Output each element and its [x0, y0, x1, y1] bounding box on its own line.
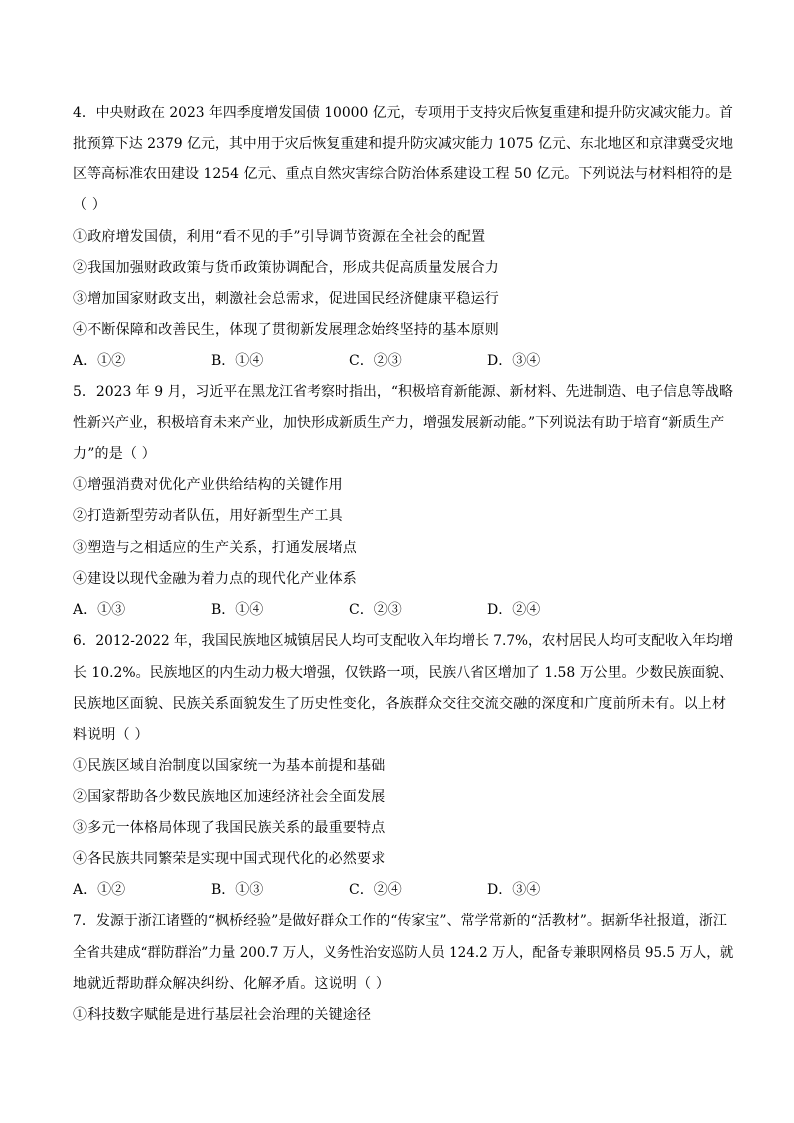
- question-4-stem-line-3: 区等高标准农田建设 1254 亿元、重点自然灾害综合防治体系建设工程 50 亿元。下列说法与材料相符的是: [73, 166, 733, 182]
- question-4-choice-d[interactable]: D．③④: [487, 353, 541, 369]
- question-4-stem-line-4: （ ）: [73, 197, 107, 213]
- question-6-stem-line-2: 长 10.2%。民族地区的内生动力极大增强，仅铁路一项，民族八省区增加了 1.58 万公里。少数民族面貌、: [73, 665, 734, 681]
- question-5-choice-d[interactable]: D．②④: [487, 602, 541, 618]
- question-5-stem-line-1: 5．2023 年 9 月，习近平在黑龙江省考察时指出，“积极培育新能源、新材料、先进制造、电子信息等战略: [73, 384, 733, 400]
- question-5-choice-c[interactable]: C．②③: [349, 602, 402, 618]
- question-5-item-1: ①增强消费对优化产业供给结构的关键作用: [73, 477, 343, 493]
- question-7-stem-line-3: 地就近帮助群众解决纠纷、化解矛盾。这说明（ ）: [73, 976, 391, 992]
- question-7-stem-line-2: 全省共建成“群防群治”力量 200.7 万人，义务性治安巡防人员 124.2 万人，配备专兼职网格员 95.5 万人，就: [73, 945, 734, 961]
- question-6-item-4: ④各民族共同繁荣是实现中国式现代化的必然要求: [73, 851, 386, 867]
- question-5-stem-line-3: 力”的是（ ）: [73, 446, 157, 462]
- question-6-stem-line-1: 6．2012-2022 年，我国民族地区城镇居民人均可支配收入年均增长 7.7%，农村居民人均可支配收入年均增: [73, 633, 734, 649]
- question-5-choice-a[interactable]: A．①③: [73, 602, 126, 618]
- question-5-item-4: ④建设以现代金融为着力点的现代化产业体系: [73, 571, 357, 587]
- question-4-choice-c[interactable]: C．②③: [349, 353, 402, 369]
- question-6-item-2: ②国家帮助各少数民族地区加速经济社会全面发展: [73, 789, 386, 805]
- question-5-item-3: ③塑造与之相适应的生产关系，打通发展堵点: [73, 540, 357, 556]
- question-6-item-3: ③多元一体格局体现了我国民族关系的最重要特点: [73, 820, 386, 836]
- question-4-stem-line-1: 4．中央财政在 2023 年四季度增发国债 10000 亿元，专项用于支持灾后恢复重建和提升防灾减灾能力。首: [73, 105, 733, 121]
- question-6-stem-line-3: 民族地区面貌、民族关系面貌发生了历史性变化，各族群众交往交流交融的深度和广度前所未有。以上材: [73, 696, 727, 712]
- question-6-choice-d[interactable]: D．③④: [487, 882, 541, 898]
- question-4-choice-b[interactable]: B．①④: [211, 353, 264, 369]
- question-5-stem-line-2: 性新兴产业，积极培育未来产业，加快形成新质生产力，增强发展新动能。”下列说法有助于培育“新质生产: [73, 415, 725, 431]
- question-5-choice-b[interactable]: B．①④: [211, 602, 264, 618]
- question-4-item-3: ③增加国家财政支出，刺激社会总需求，促进国民经济健康平稳运行: [73, 291, 499, 307]
- question-5-item-2: ②打造新型劳动者队伍，用好新型生产工具: [73, 508, 343, 524]
- question-4-item-2: ②我国加强财政政策与货币政策协调配合，形成共促高质量发展合力: [73, 260, 499, 276]
- question-4-item-4: ④不断保障和改善民生，体现了贯彻新发展理念始终坚持的基本原则: [73, 322, 499, 338]
- question-7-stem-line-1: 7．发源于浙江诸暨的“枫桥经验”是做好群众工作的“传家宝”、常学常新的“活教材”。据新华社报道，浙江: [73, 913, 727, 929]
- question-6-stem-line-4: 料说明（ ）: [73, 727, 149, 743]
- question-4-stem-line-2: 批预算下达 2379 亿元，其中用于灾后恢复重建和提升防灾减灾能力 1075 亿元、东北地区和京津冀受灾地: [73, 136, 734, 152]
- question-4-choice-a[interactable]: A．①②: [73, 353, 126, 369]
- question-6-choice-a[interactable]: A．①②: [73, 882, 126, 898]
- question-4-item-1: ①政府增发国债，利用“看不见的手”引导调节资源在全社会的配置: [73, 229, 486, 245]
- question-7-item-1: ①科技数字赋能是进行基层社会治理的关键途径: [73, 1007, 372, 1023]
- question-6-choice-b[interactable]: B．①③: [211, 882, 264, 898]
- question-6-item-1: ①民族区域自治制度以国家统一为基本前提和基础: [73, 758, 386, 774]
- question-6-choice-c[interactable]: C．②④: [349, 882, 402, 898]
